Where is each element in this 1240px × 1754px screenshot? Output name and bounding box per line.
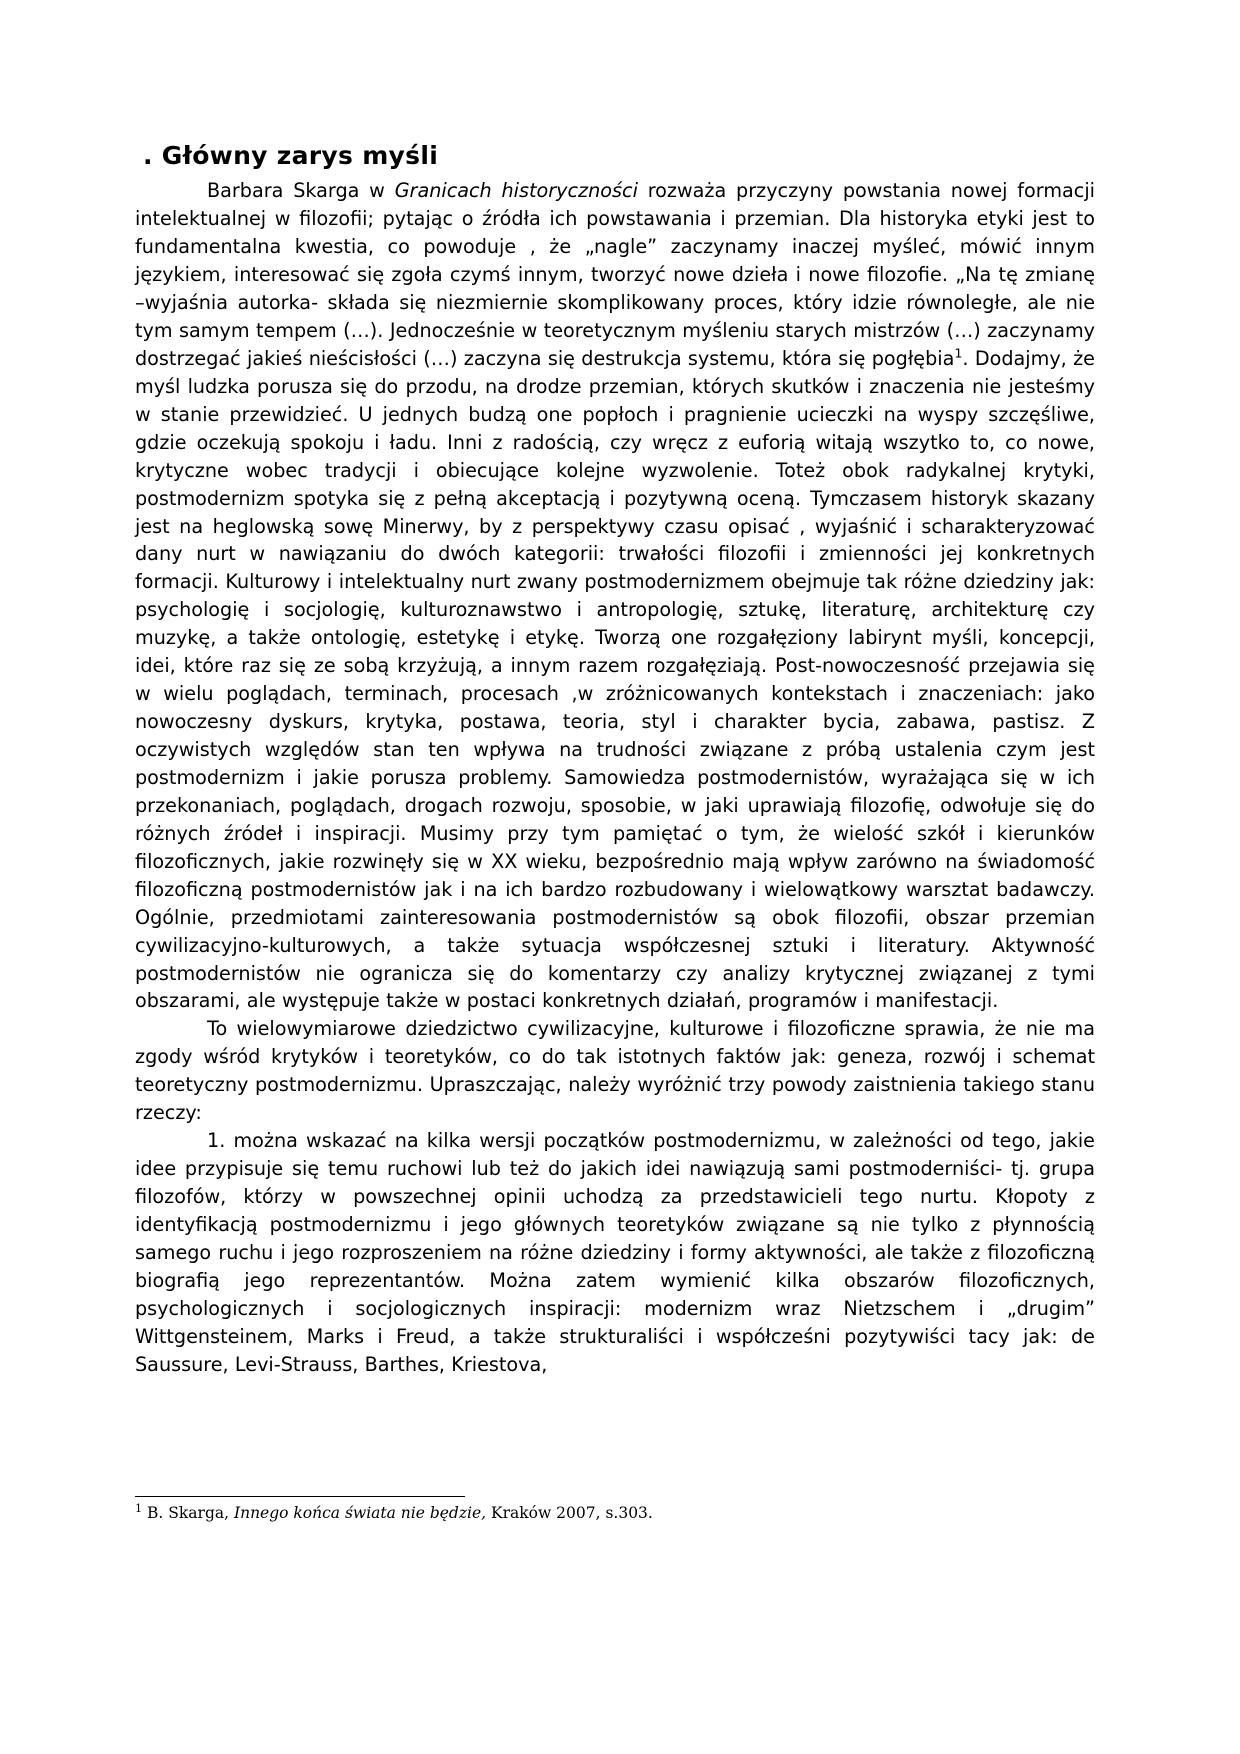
footnote-area <box>135 1496 1095 1524</box>
paragraph-intro: Barbara Skarga w Granicach historyczności rozważa przyczyny powstania nowej formacji intelektualnej w filozofii; pytając o źródła ich powstawania i przemian. Dla historyka etyki jest to fundamentalna kwestia, co powoduje , że „nagle” zaczynamy inaczej myśleć, mówić innym językiem, interesować się zgoła czymś innym, tworzyć nowe dzieła i nowe filozofie. „Na tę zmianę –wyjaśnia autorka- składa się niezmiernie skomplikowany proces, który idzie równoległe, ale nie tym samym tempem (…). Jednocześnie w teoretycznym myśleniu starych mistrzów (…) zaczynamy dostrzegać jakieś nieścisłości (…) zaczyna się destrukcja systemu, która się pogłębia$^1$. Dodajmy, że myśl ludzka porusza się do przodu, na drodze przemian, których skutków i znaczenia nie jesteśmy w stanie przewidzieć. U jednych budzą one popłoch i pragnienie ucieczki na wyspy szczęśliwe, gdzie oczekują spokoju i ładu. Inni z radością, czy wręcz z euforią witają wszytko to, co nowe, krytyczne wobec tradycji i obiecujące kolejne wyzwolenie. Toteż obok radykalnej krytyki, postmodernizm spotyka się z pełną akceptacją i pozytywną oceną. Tymczasem historyk skazany jest na heglowską sowę Minerwy, by z perspektywy czasu opisać , wyjaśnić i scharakteryzować dany nurt w nawiązaniu do dwóch kategorii: trwałości filozofii i zmienności jej konkretnych formacji. Kulturowy i intelektualny nurt zwany postmodernizmem obejmuje tak różne dziedziny jak: psychologię i socjologię, kulturoznawstwo i antropologię, sztukę, literaturę, architekturę czy muzykę, a także ontologię, estetykę i etykę. Tworzą one rozgałęziony labirynt myśli, koncepcji, idei, które raz się ze sobą krzyżują, a innym razem rozgałęziają. Post-nowoczesność przejawia się w wielu poglądach, terminach, procesach ,w zróżnicowanych kontekstach i znaczeniach: jako nowoczesny dyskurs, krytyka, postawa, teoria, styl i charakter bycia, zabawa, pastisz. Z oczywistych względów stan ten wpływa na trudności związane z próbą ustalenia czym jest postmodernizm i jakie porusza problemy. Samowiedza postmodernistów, wyrażająca się w ich przekonaniach, poglądach, drogach rozwoju, sposobie, w jaki uprawiają filozofię, odwołuje się do różnych źródeł i inspiracji. Musimy przy tym pamiętać o tym, że wielość szkół i kierunków filozoficznych, jakie rozwinęły się w XX wieku, bezpośrednio mają wpływ zarówno na świadomość filozoficzną postmodernistów jak i na ich bardzo rozbudowany i wielowątkowy warsztat badawczy. Ogólnie, przedmiotami zainteresowania postmodernistów są obok filozofii, obszar przemian cywilizacyjno-kulturowych, a także sytuacja współczesnej sztuki i literatury. Aktywność postmodernistów nie ogranicza się do komentarzy czy analizy krytycznej związanej z tymi obszarami, ale występuje także w postaci konkretnych działań, programów i manifestacji. <box>135 179 1096 1013</box>
paragraph-heritage: To wielowymiarowe dziedzictwo cywilizacyjne, kulturowe i filozoficzne sprawia, że nie ma zgody wśród krytyków i teoretyków, co do tak istotnych faktów jak: geneza, rozwój i schemat teoretyczny postmodernizmu. Upraszczając, należy wyróżnić trzy powody zaistnienia takiego stanu rzeczy: <box>135 1017 1095 1125</box>
footnote-text: B. Skarga, Innego końca świata nie będzie, Kraków 2007, s.303. <box>142 1504 653 1523</box>
footnote-1 <box>135 1503 1095 1524</box>
paragraph-reason-one: 1. można wskazać na kilka wersji początków postmodernizmu, w zależności od tego, jakie idee przypisuje się temu ruchowi lub też do jakich idei nawiązują sami postmoderniści- tj. grupa filozofów, którzy w powszechnej opinii uchodzą za przedstawicieli tego nurtu. Kłopoty z identyfikacją postmodernizmu i jego głównych teoretyków związane są nie tylko z płynnością samego ruchu i jego rozproszeniem na różne dziedziny i formy aktywności, ale także z filozoficzną biografią jego reprezentantów. Można zatem wymienić kilka obszarów filozoficznych, psychologicznych i socjologicznych inspiracji: modernizm wraz Nietzschem i „drugim” Wittgensteinem, Marks i Freud, a także strukturaliści i współcześni pozytywiści tacy jak: de Saussure, Levi-Strauss, Barthes, Kriestova, <box>135 1129 1095 1376</box>
footnote-separator <box>135 1496 465 1497</box>
page-title: . Główny zarys myśli <box>143 141 439 170</box>
document-body <box>135 177 1095 1378</box>
footnote-marker: 1 <box>135 1501 143 1515</box>
